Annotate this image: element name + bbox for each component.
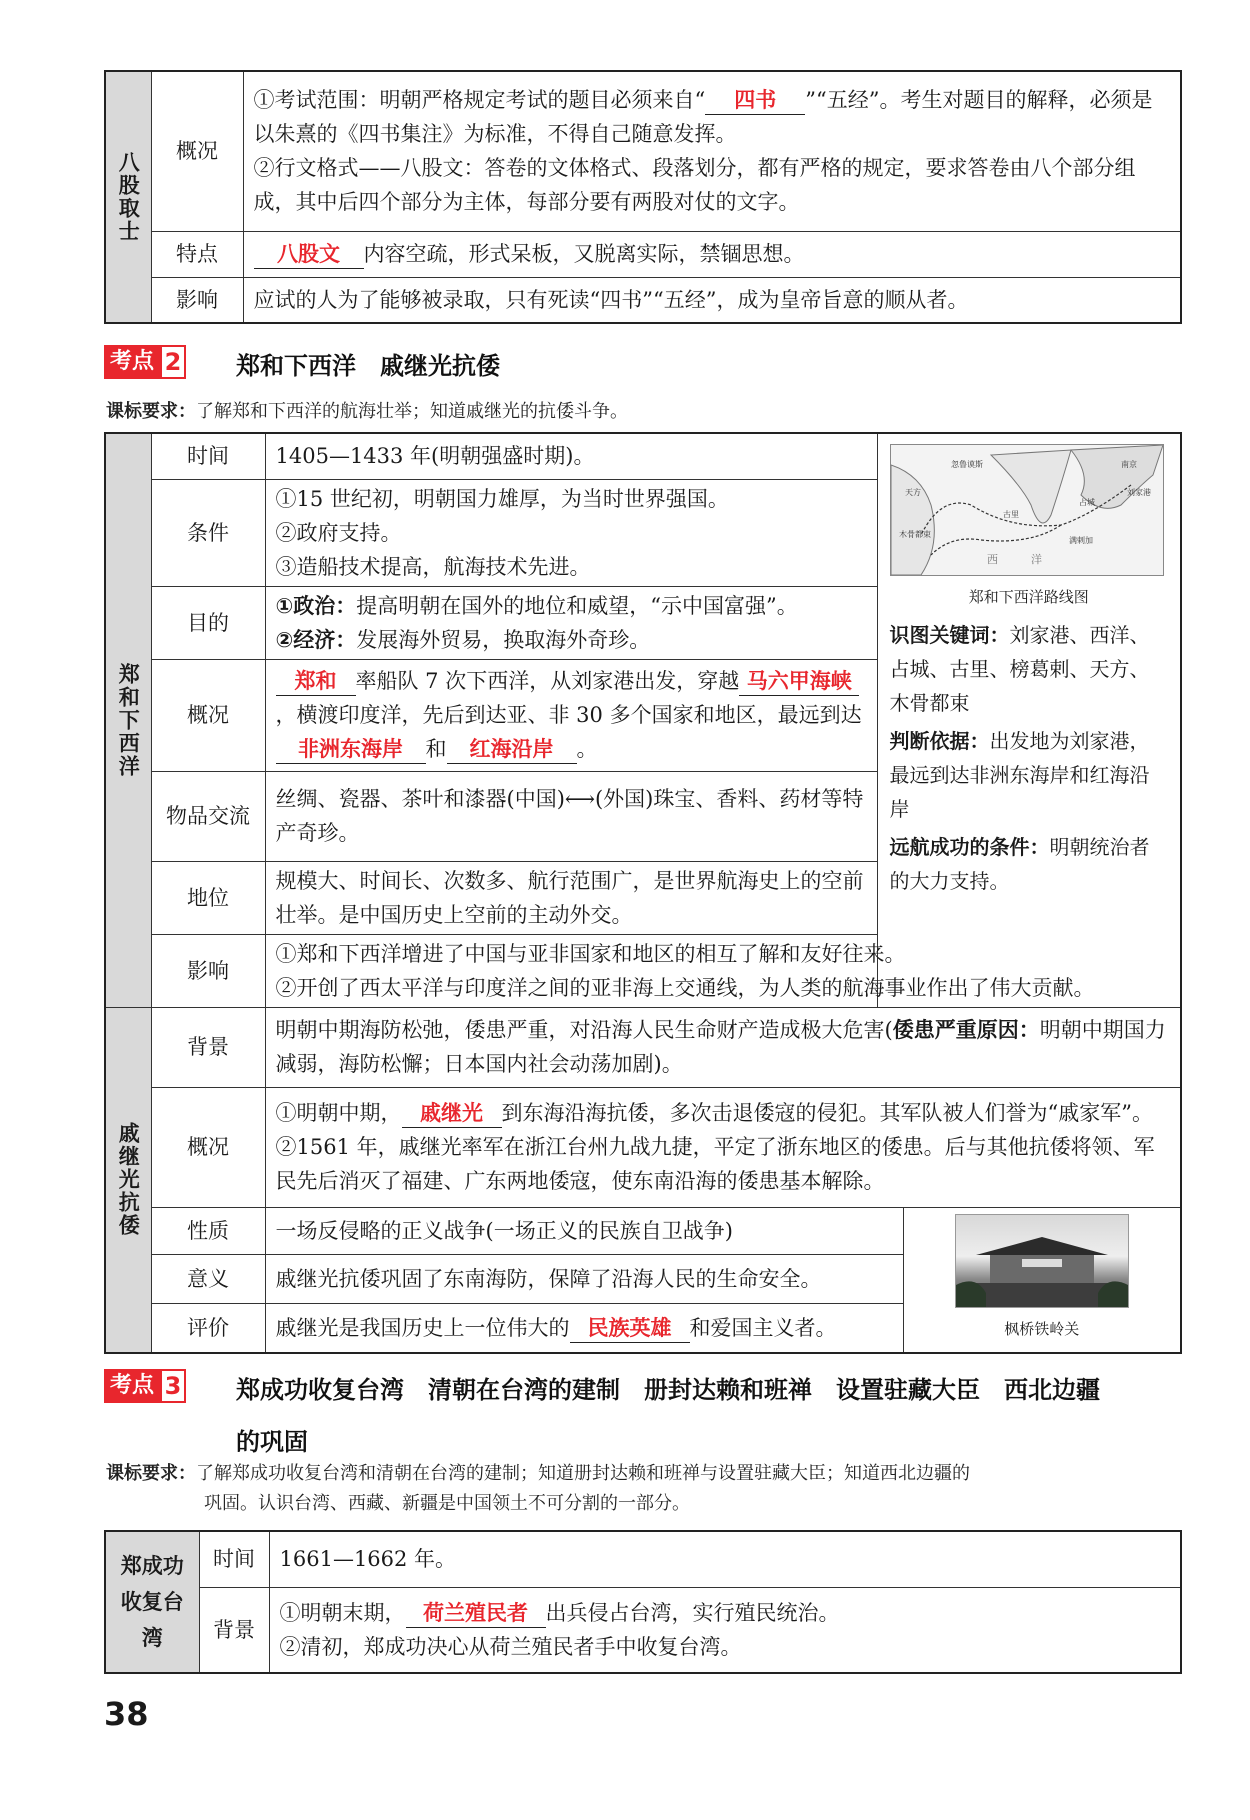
qijiguang-cause-text: 明朝中期国力减弱，海防松懈；日本国内社会动荡加剧)。	[275, 1018, 1166, 1076]
zhengchenggong-table	[104, 1530, 1182, 1674]
qijiguang-side-label: 戚继光抗倭	[105, 1007, 151, 1353]
fengqiao-photo-caption: 枫桥铁岭关	[1004, 1319, 1080, 1338]
zhengchenggong-time-label: 时间	[199, 1531, 269, 1587]
blank-east-africa: 非洲东海岸	[276, 735, 426, 764]
zhenghe-note-basis	[878, 724, 1181, 830]
zhenghe-status-label: 地位	[151, 861, 265, 934]
bagu-feature-text: 内容空疏，形式呆板，又脱离实际，禁锢思想。	[363, 242, 805, 266]
note-keywords-text: 刘家港、西洋、占城、古里、榜葛剌、天方、木骨都束	[889, 623, 1150, 715]
bagu-overview-line1a: ①考试范围：明朝严格规定考试的题目必须来自“	[253, 88, 706, 113]
zhenghe-map-caption: 郑和下西洋路线图	[968, 588, 1089, 606]
zhenghe-impact-2: ②开创了西太平洋与印度洋之间的亚非海上交通线，为人类的航海事业作出了伟大贡献。	[275, 975, 1095, 1000]
qijiguang-eval-t2: 和爱国主义者。	[689, 1315, 837, 1340]
zhenghe-route-map-svg	[891, 445, 1163, 575]
photo-plaque	[1022, 1259, 1062, 1267]
zhengchenggong-background-cell	[269, 1587, 1181, 1673]
zhenghe-side-label: 郑和下西洋	[105, 433, 151, 1007]
zhenghe-impact-1: ①郑和下西洋增进了中国与亚非国家和地区的相互了解和友好往来。	[275, 941, 906, 966]
bagu-feature-label: 特点	[151, 231, 243, 277]
note-conditions-label: 远航成功的条件：	[889, 835, 1050, 859]
zhenghe-overview-t2: ，横渡印度洋，先后到达亚、非 30 多个国家和地区，最远到达	[275, 703, 862, 727]
zhenghe-goal-label: 目的	[151, 586, 265, 659]
bagu-overview-label: 概况	[151, 71, 243, 231]
kaodian-2-req-text: 了解郑和下西洋的航海壮举；知道戚继光的抗倭斗争。	[196, 401, 628, 422]
kaodian-3-req-text1: 了解郑成功收复台湾和清朝在台湾的建制；知道册封达赖和班禅与设置驻藏大臣；知道西北边疆的	[196, 1463, 970, 1484]
zhenghe-overview-t1: 率船队 7 次下西洋，从刘家港出发，穿越	[355, 669, 740, 693]
qijiguang-overview-cell	[265, 1087, 1181, 1207]
bagu-overview-line2: ②行文格式——八股文：答卷的文体格式、段落划分，都有严格的规定，要求答卷由八个部分组成，其中后四个部分为主体，每部分要有两股对仗的文字。	[253, 156, 1136, 215]
zhenghe-note-keywords	[878, 614, 1181, 724]
kaodian-3-requirement	[106, 1459, 1196, 1519]
zhengchenggong-background-label: 背景	[199, 1587, 269, 1673]
bagu-feature-cell	[243, 231, 1181, 277]
note-basis-label: 判断依据：	[889, 729, 990, 753]
kaodian-3-number: 3	[160, 1369, 186, 1403]
map-label-tianfang: 天方	[904, 488, 921, 497]
blank-national-hero: 民族英雄	[570, 1314, 690, 1343]
zhenghe-time-text: 1405—1433 年(明朝强盛时期)。	[265, 433, 877, 479]
zhengchenggong-side-label: 郑成功收复台湾	[105, 1531, 199, 1673]
map-label-xi: 西	[986, 553, 998, 566]
zhenghe-condition-label: 条件	[151, 479, 265, 586]
blank-red-sea: 红海沿岸	[447, 735, 577, 764]
bagu-impact-label: 影响	[151, 277, 243, 323]
map-route-south	[931, 525, 1061, 555]
fengqiao-photo	[955, 1214, 1129, 1308]
map-label-malacca: 满剌加	[1068, 536, 1093, 545]
zhenghe-overview-label: 概况	[151, 659, 265, 771]
qijiguang-nature-text: 一场反侵略的正义战争(一场正义的民族自卫战争)	[265, 1207, 903, 1254]
zhengchenggong-bg-1a: ①明朝末期，	[279, 1600, 406, 1625]
blank-dutch-colonists: 荷兰殖民者	[406, 1599, 546, 1628]
zhenghe-overview-t3: 和	[425, 737, 447, 761]
bagu-impact-text: 应试的人为了能够被录取，只有死读“四书”“五经”，成为皇帝旨意的顺从者。	[243, 277, 1181, 323]
kaodian-3-title-line2: 的巩固	[236, 1428, 308, 1456]
map-label-mugudushu: 木骨都束	[898, 530, 931, 539]
kaodian-3-req-text2: 巩固。认识台湾、西藏、新疆是中国领土不可分割的一部分。	[204, 1493, 690, 1514]
map-land-africa	[891, 465, 934, 575]
zhenghe-side-panel	[877, 433, 1181, 1007]
zhenghe-overview-cell	[265, 659, 877, 771]
zhenghe-condition-2: ②政府支持。	[275, 520, 402, 545]
map-label-nanjing: 南京	[1120, 460, 1137, 469]
bagu-side-label: 八股取士	[105, 71, 151, 323]
photo-wall	[976, 1283, 1108, 1307]
kaodian-3-title-line1: 郑成功收复台湾 清朝在台湾的建制 册封达赖和班禅 设置驻藏大臣 西北边疆	[236, 1376, 1100, 1404]
qijiguang-background-text: 明朝中期海防松弛，倭患严重，对沿海人民生命财产造成极大危害(	[275, 1018, 893, 1042]
qijiguang-overview-1b: 到东海沿海抗倭，多次击退倭寇的侵犯。其军队被人们誉为“戚家军”。	[501, 1101, 1153, 1125]
qijiguang-eval-t1: 戚继光是我国历史上一位伟大的	[275, 1315, 570, 1340]
bagu-overview-cell	[243, 71, 1181, 231]
zhenghe-goal-political-text: 提高明朝在国外的地位和威望，“示中国富强”。	[356, 593, 798, 618]
note-basis-text: 出发地为刘家港，最远到达非洲东海岸和红海沿岸	[889, 729, 1150, 821]
qijiguang-overview-2: ②1561 年，戚继光率军在浙江台州九战九捷，平定了浙东地区的倭患。后与其他抗倭将领、军民先后消灭了福建、广东两地倭寇，使东南沿海的倭患基本解除。	[275, 1135, 1155, 1193]
kaodian-2-tag	[104, 345, 186, 379]
map-label-hormuz: 忽鲁谟斯	[950, 460, 983, 469]
zhenghe-goal-political-label: ①政治：	[275, 593, 357, 618]
blank-eight-legged: 八股文	[254, 240, 364, 269]
zhenghe-goal-cell	[265, 586, 877, 659]
page-number: 38	[104, 1695, 149, 1733]
blank-zhenghe: 郑和	[276, 667, 356, 696]
zhengchenggong-bg-2: ②清初，郑成功决心从荷兰殖民者手中收复台湾。	[279, 1634, 742, 1659]
map-label-liujiagang: 刘家港	[1126, 488, 1151, 497]
kaodian-2-number: 2	[160, 345, 186, 379]
kaodian-3-tag	[104, 1369, 186, 1403]
kaodian-2-req-label: 课标要求：	[106, 401, 196, 422]
zhenghe-impact-label: 影响	[151, 934, 265, 1007]
zhenghe-goal-economic-text: 发展海外贸易，换取海外奇珍。	[356, 627, 651, 652]
note-keywords-label: 识图关键词：	[889, 623, 1010, 647]
blank-qijiguang: 戚继光	[402, 1099, 502, 1128]
zhenghe-impact-cell	[265, 934, 1181, 1007]
zhenghe-goods-label: 物品交流	[151, 771, 265, 861]
kaodian-2-tag-text: 考点	[104, 345, 160, 379]
qijiguang-photo-cell	[903, 1207, 1181, 1353]
map-label-guli: 古里	[1002, 510, 1019, 519]
fengqiao-photo-svg	[956, 1215, 1128, 1307]
qijiguang-meaning-text: 戚继光抗倭巩固了东南海防，保障了沿海人民的生命安全。	[265, 1254, 903, 1303]
kaodian-3-req-label: 课标要求：	[106, 1463, 196, 1484]
zhenghe-time-label: 时间	[151, 433, 265, 479]
blank-malacca: 马六甲海峡	[739, 667, 859, 696]
zhenghe-note-conditions	[878, 830, 1181, 902]
qijiguang-overview-1a: ①明朝中期，	[275, 1101, 402, 1125]
qijiguang-eval-label: 评价	[151, 1303, 265, 1352]
qijiguang-background-label: 背景	[151, 1007, 265, 1087]
photo-roof	[976, 1237, 1108, 1255]
qijiguang-cause-label: 倭患严重原因：	[892, 1018, 1040, 1042]
map-label-zhancheng: 占城	[1078, 498, 1095, 507]
bagu-overview-line1b: ”“五经”。考生对题目的解释，必须是以朱熹的《四书集注》为标准，不得自己随意发挥。	[253, 88, 1153, 147]
qijiguang-eval-cell	[265, 1303, 903, 1352]
qijiguang-background-cell	[265, 1007, 1181, 1087]
bagu-table	[104, 70, 1182, 324]
note-conditions-text: 明朝统治者的大力支持。	[889, 835, 1150, 893]
blank-four-books: 四书	[705, 86, 805, 115]
zhenghe-overview-t4: 。	[576, 737, 598, 761]
zhenghe-condition-3: ③造船技术提高，航海技术先进。	[275, 554, 591, 579]
qijiguang-overview-label: 概况	[151, 1087, 265, 1207]
map-label-yang: 洋	[1030, 553, 1042, 566]
zhenghe-goal-economic-label: ②经济：	[275, 627, 357, 652]
zhenghe-condition-1: ①15 世纪初，明朝国力雄厚，为当时世界强国。	[275, 486, 729, 511]
kaodian-3-tag-text: 考点	[104, 1369, 160, 1403]
zhengchenggong-bg-1b: 出兵侵占台湾，实行殖民统治。	[545, 1600, 840, 1625]
zhenghe-condition-cell	[265, 479, 877, 586]
kaodian-2-requirement	[106, 397, 1186, 427]
kaodian-2-title: 郑和下西洋 戚继光抗倭	[236, 352, 500, 380]
qijiguang-meaning-label: 意义	[151, 1254, 265, 1303]
zhenghe-route-map	[890, 444, 1164, 576]
zhengchenggong-time-text: 1661—1662 年。	[269, 1531, 1181, 1587]
zhenghe-goods-text: 丝绸、瓷器、茶叶和漆器(中国)⟷(外国)珠宝、香料、药材等特产奇珍。	[265, 771, 877, 861]
zhenghe-status-text: 规模大、时间长、次数多、航行范围广，是世界航海史上的空前壮举。是中国历史上空前的主动外交。	[265, 861, 877, 934]
qijiguang-nature-label: 性质	[151, 1207, 265, 1254]
zhenghe-qijiguang-table	[104, 432, 1182, 1354]
